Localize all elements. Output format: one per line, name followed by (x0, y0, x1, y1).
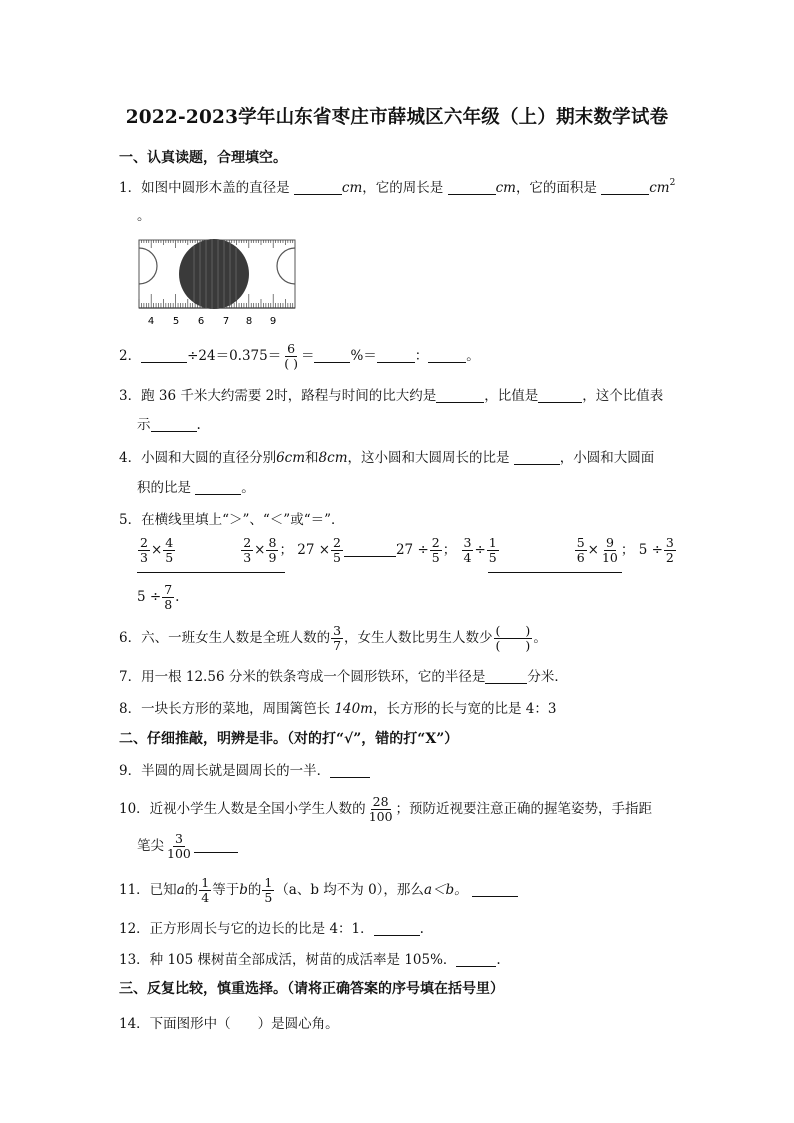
answer-blank[interactable] (314, 348, 350, 363)
question-9: 9．半圆的周长就是圆周长的一半． (119, 759, 370, 779)
answer-blank[interactable] (472, 882, 518, 897)
question-14: 14．下面图形中（ ）是圆心角。 (119, 1016, 339, 1032)
fraction: $\frac{6}{( )}$ (284, 341, 298, 371)
ruler-tick-label: 4 (147, 316, 155, 327)
ruler-tick-label: 8 (245, 316, 253, 327)
answer-blank[interactable] (456, 952, 496, 967)
answer-blank[interactable] (151, 417, 197, 432)
answer-blank[interactable] (195, 480, 241, 495)
question-1: 1．如图中圆形木盖的直径是 cm，它的周长是 cm，它的面积是 $cm^2$ (119, 178, 676, 196)
question-3: 3．跑 36 千米大约需要 2时，路程与时间的比大约是 ，比值是 ，这个比值表 (119, 388, 664, 404)
answer-blank[interactable] (294, 180, 342, 195)
answer-blank[interactable] (538, 388, 582, 403)
question-2: 2． ÷24＝0.375＝ $\frac{6}{( )}$ ＝ %＝ ： 。 (119, 341, 480, 371)
wooden-lid-circle (179, 239, 249, 309)
question-10-continuation: 笔尖 $\frac{3}{100}$ (137, 832, 238, 861)
question-4-continuation: 积的比是 。 (137, 480, 255, 496)
answer-blank[interactable] (374, 921, 420, 936)
question-13: 13．种 105 棵树苗全部成活，树苗的成活率是 105%． . (119, 952, 501, 968)
question-5-expressions: $\frac{2}{3}$ × $\frac{4}{5}$ $\frac{2}{3}$ × $\frac{8}{9}$ ； 27 × $\frac{2}{5}$ 27 ÷ $\frac{2}{5}$ ； $\frac{3}{4}$ ÷ $\frac{1}{5}$ $\frac{5}{6}$ × $\frac{9}{10}$ ； 5 ÷ $\frac{3}{2}$ (140, 535, 674, 565)
q5-underline-1[interactable] (137, 572, 285, 573)
answer-blank[interactable] (448, 180, 496, 195)
ruler-figure (137, 238, 297, 328)
question-8: 8．一块长方形的菜地，周围篱笆长 140m，长方形的长与宽的比是 4：3 (119, 701, 557, 717)
question-7: 7．用一根 12.56 分米的铁条弯成一个圆形铁环，它的半径是 分米． (119, 669, 568, 685)
ruler-tick-label: 7 (222, 316, 230, 327)
answer-blank[interactable] (601, 180, 649, 195)
question-11: 11．已知a的 $\frac{1}{4}$ 等于b的 $\frac{1}{5}$ （a、b 均不为 0），那么a＜b。 (119, 876, 518, 905)
question-12: 12．正方形周长与它的边长的比是 4：1． . (119, 921, 424, 937)
answer-blank[interactable] (485, 669, 527, 684)
answer-blank[interactable] (514, 450, 560, 465)
question-4: 4．小圆和大圆的直径分别6cm和8cm，这小圆和大圆周长的比是 ，小圆和大圆面 (119, 450, 655, 466)
question-5: 5．在横线里填上“＞”、“＜”或“＝”． (119, 512, 345, 528)
answer-blank[interactable] (344, 542, 396, 557)
question-6: 6．六、一班女生人数是全班人数的 $\frac{3}{7}$ ，女生人数比男生人数少 $\frac{( )}{( )}$ 。 (119, 623, 547, 653)
question-5-line-2: 5 ÷ $\frac{7}{8}$ . (137, 582, 180, 612)
answer-blank[interactable] (330, 763, 370, 778)
question-10: 10．近视小学生人数是全国小学生人数的 $\frac{28}{100}$ ；预防近视要注意正确的握笔姿势，手指距 (119, 794, 653, 824)
section-heading-3: 三、反复比较，慎重选择。（请将正确答案的序号填在括号里） (119, 981, 504, 997)
answer-fraction-blank[interactable]: $\frac{( )}{( )}$ (495, 623, 531, 653)
question-3-continuation: 示 . (137, 417, 201, 433)
ruler-tick-label: 6 (197, 316, 205, 327)
ruler-tick-label: 5 (172, 316, 180, 327)
answer-blank[interactable] (194, 838, 238, 853)
answer-blank[interactable] (377, 348, 415, 363)
page-title: 2022-2023学年山东省枣庄市薛城区六年级（上）期末数学试卷 (125, 107, 669, 128)
question-1-continuation: 。 (137, 208, 151, 224)
section-heading-1: 一、认真读题，合理填空。 (119, 150, 287, 166)
ruler-tick-label: 9 (269, 316, 277, 327)
section-heading-2: 二、仔细推敲，明辨是非。（对的打“√”，错的打“X”） (119, 731, 459, 747)
answer-blank[interactable] (141, 348, 187, 363)
answer-blank[interactable] (436, 388, 484, 403)
answer-blank[interactable] (428, 348, 466, 363)
q5-underline-2[interactable] (488, 572, 622, 573)
